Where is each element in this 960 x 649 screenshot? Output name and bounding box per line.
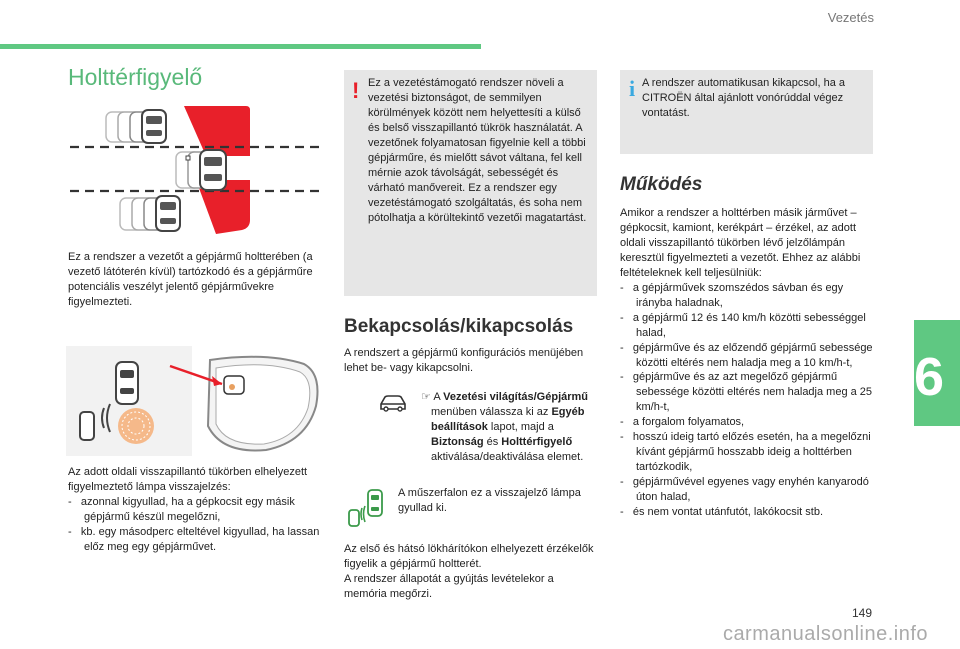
dashboard-indicator-icon (346, 488, 386, 528)
mirror-text-block (68, 465, 330, 555)
warning-text: Ez a vezetéstámogató rendszer növeli a vezetési biztonságot, de semmilyen körülmények között nem helyettesíti a külső és belső visszapillantó tükrök használatát. A vezetőnek folyamatosan figyelnie kell a többi gépjárműre, és mielőtt sávot váltana, fel kell mérnie azok távolságát, sebességét és várható manővereit. Ez a rendszer egy vezetéstámogató szolgáltatás, és soha nem pótolhatja a körültekintő vezetői magatartást. (368, 77, 587, 224)
mirror-indicator-illustration (66, 346, 324, 456)
warning-icon: ! (352, 78, 360, 103)
overtaking-car-upper-icon (106, 110, 166, 143)
intro-paragraph: Ez a rendszer a vezetőt a gépjármű holtterében (a vezető látóterén kívül) tartózkodó és a gépjárműre potenciális veszélyt jelentő gépjárművekre figyelmezteti. (68, 251, 313, 308)
info-text: A rendszer automatikusan kikapcsol, ha a CITROËN által ajánlott vonórúddal végez vontatást. (642, 77, 846, 119)
blind-spot-zone-upper (184, 106, 250, 156)
section-heading-operation: Működés (620, 174, 703, 195)
condition-item: - hosszú ideig tartó előzés esetén, ha a megelőzni kívánt gépjármű hosszabb ideig a holttérben tartózkodik, (620, 431, 871, 474)
chapter-number: 6 (913, 347, 944, 407)
memory-text: A rendszer állapotát a gyújtás levételekor a memória megőrzi. (344, 573, 554, 600)
overtaking-car-lower-icon (120, 196, 180, 231)
operation-lead: Amikor a rendszer a holttérben másik járművet – gépkocsit, kamiont, kerékpárt – érzékel, az adott oldali visszapillantó tükörben lévő jelzőlámpán keresztül figyelmezteti a vezetőt. Ehhez az alábbi feltételeknek kell teljesülniük: (620, 207, 861, 279)
condition-item: - és nem vontat utánfutót, lakókocsit stb. (620, 506, 824, 519)
watermark: carmanualsonline.info (722, 623, 928, 645)
condition-item: - gépjárműve és az előzendő gépjármű sebessége közötti eltérés nem haladja meg a 10 km/h-t, (620, 341, 873, 369)
mirror-lead: Az adott oldali visszapillantó tükörben elhelyezett figyelmeztető lámpa visszajelzés: (68, 466, 308, 493)
info-icon: i (629, 76, 636, 101)
top-accent-bar (0, 44, 481, 49)
operation-text-block (620, 206, 874, 520)
condition-item: - gépjárművével egyenes vagy enyhén kanyarodó úton halad, (620, 476, 869, 504)
car-settings-icon (378, 392, 408, 414)
warning-lamp-glow (118, 408, 154, 444)
condition-item: - a forgalom folyamatos, (620, 416, 745, 429)
page-title: Holttérfigyelő (68, 64, 203, 90)
mirror-item: - kb. egy másodperc elteltével kigyullad, ha lassan előz meg egy gépjárművet. (68, 525, 320, 553)
condition-item: - a gépjármű 12 és 140 km/h közötti sebességgel halad, (620, 311, 866, 339)
warning-box (344, 70, 597, 296)
side-mirror-icon (170, 357, 318, 451)
section-label: Vezetés (827, 10, 874, 25)
arrow-bullet-icon: ☞ (421, 391, 431, 403)
mirror-item: - azonnal kigyullad, ha a gépkocsit egy másik gépjármű készül megelőzni, (68, 495, 295, 523)
blind-spot-illustration (66, 100, 326, 240)
menu-name: Vezetési világítás/Gépjármű (443, 391, 589, 403)
own-car-icon (176, 150, 226, 190)
settings-tab-name: Egyéb beállítások (431, 405, 585, 433)
sensors-text: Az első és hátsó lökhárítókon elhelyezett érzékelők figyelik a gépjármű holtterét. (344, 543, 594, 570)
section-heading-activation: Bekapcsolás/kikapcsolás (344, 316, 574, 337)
condition-item: - gépjárműve és az azt megelőző gépjármű sebessége közötti eltérés nem haladja meg a 25 km/h-t, (620, 371, 873, 414)
condition-item: - a gépjárművek szomszédos sávban és egy irányba haladnak, (620, 281, 844, 309)
page-number: 149 (851, 606, 872, 620)
security-name: Biztonság (431, 435, 484, 448)
indicator-text: A műszerfalon ez a visszajelző lámpa gyullad ki. (398, 487, 581, 514)
activation-intro: A rendszert a gépjármű konfigurációs menüjében lehet be- vagy kikapcsolni. (344, 347, 584, 374)
info-box (620, 70, 873, 154)
menu-instruction: ☞ A Vezetési világítás/Gépjármű menüben válassza ki az Egyéb beállítások lapot, majd a Biztonság és Holttérfigyelő aktiválása/deaktiválása elemet. (421, 391, 589, 463)
feature-name: Holttérfigyelő (501, 435, 573, 448)
